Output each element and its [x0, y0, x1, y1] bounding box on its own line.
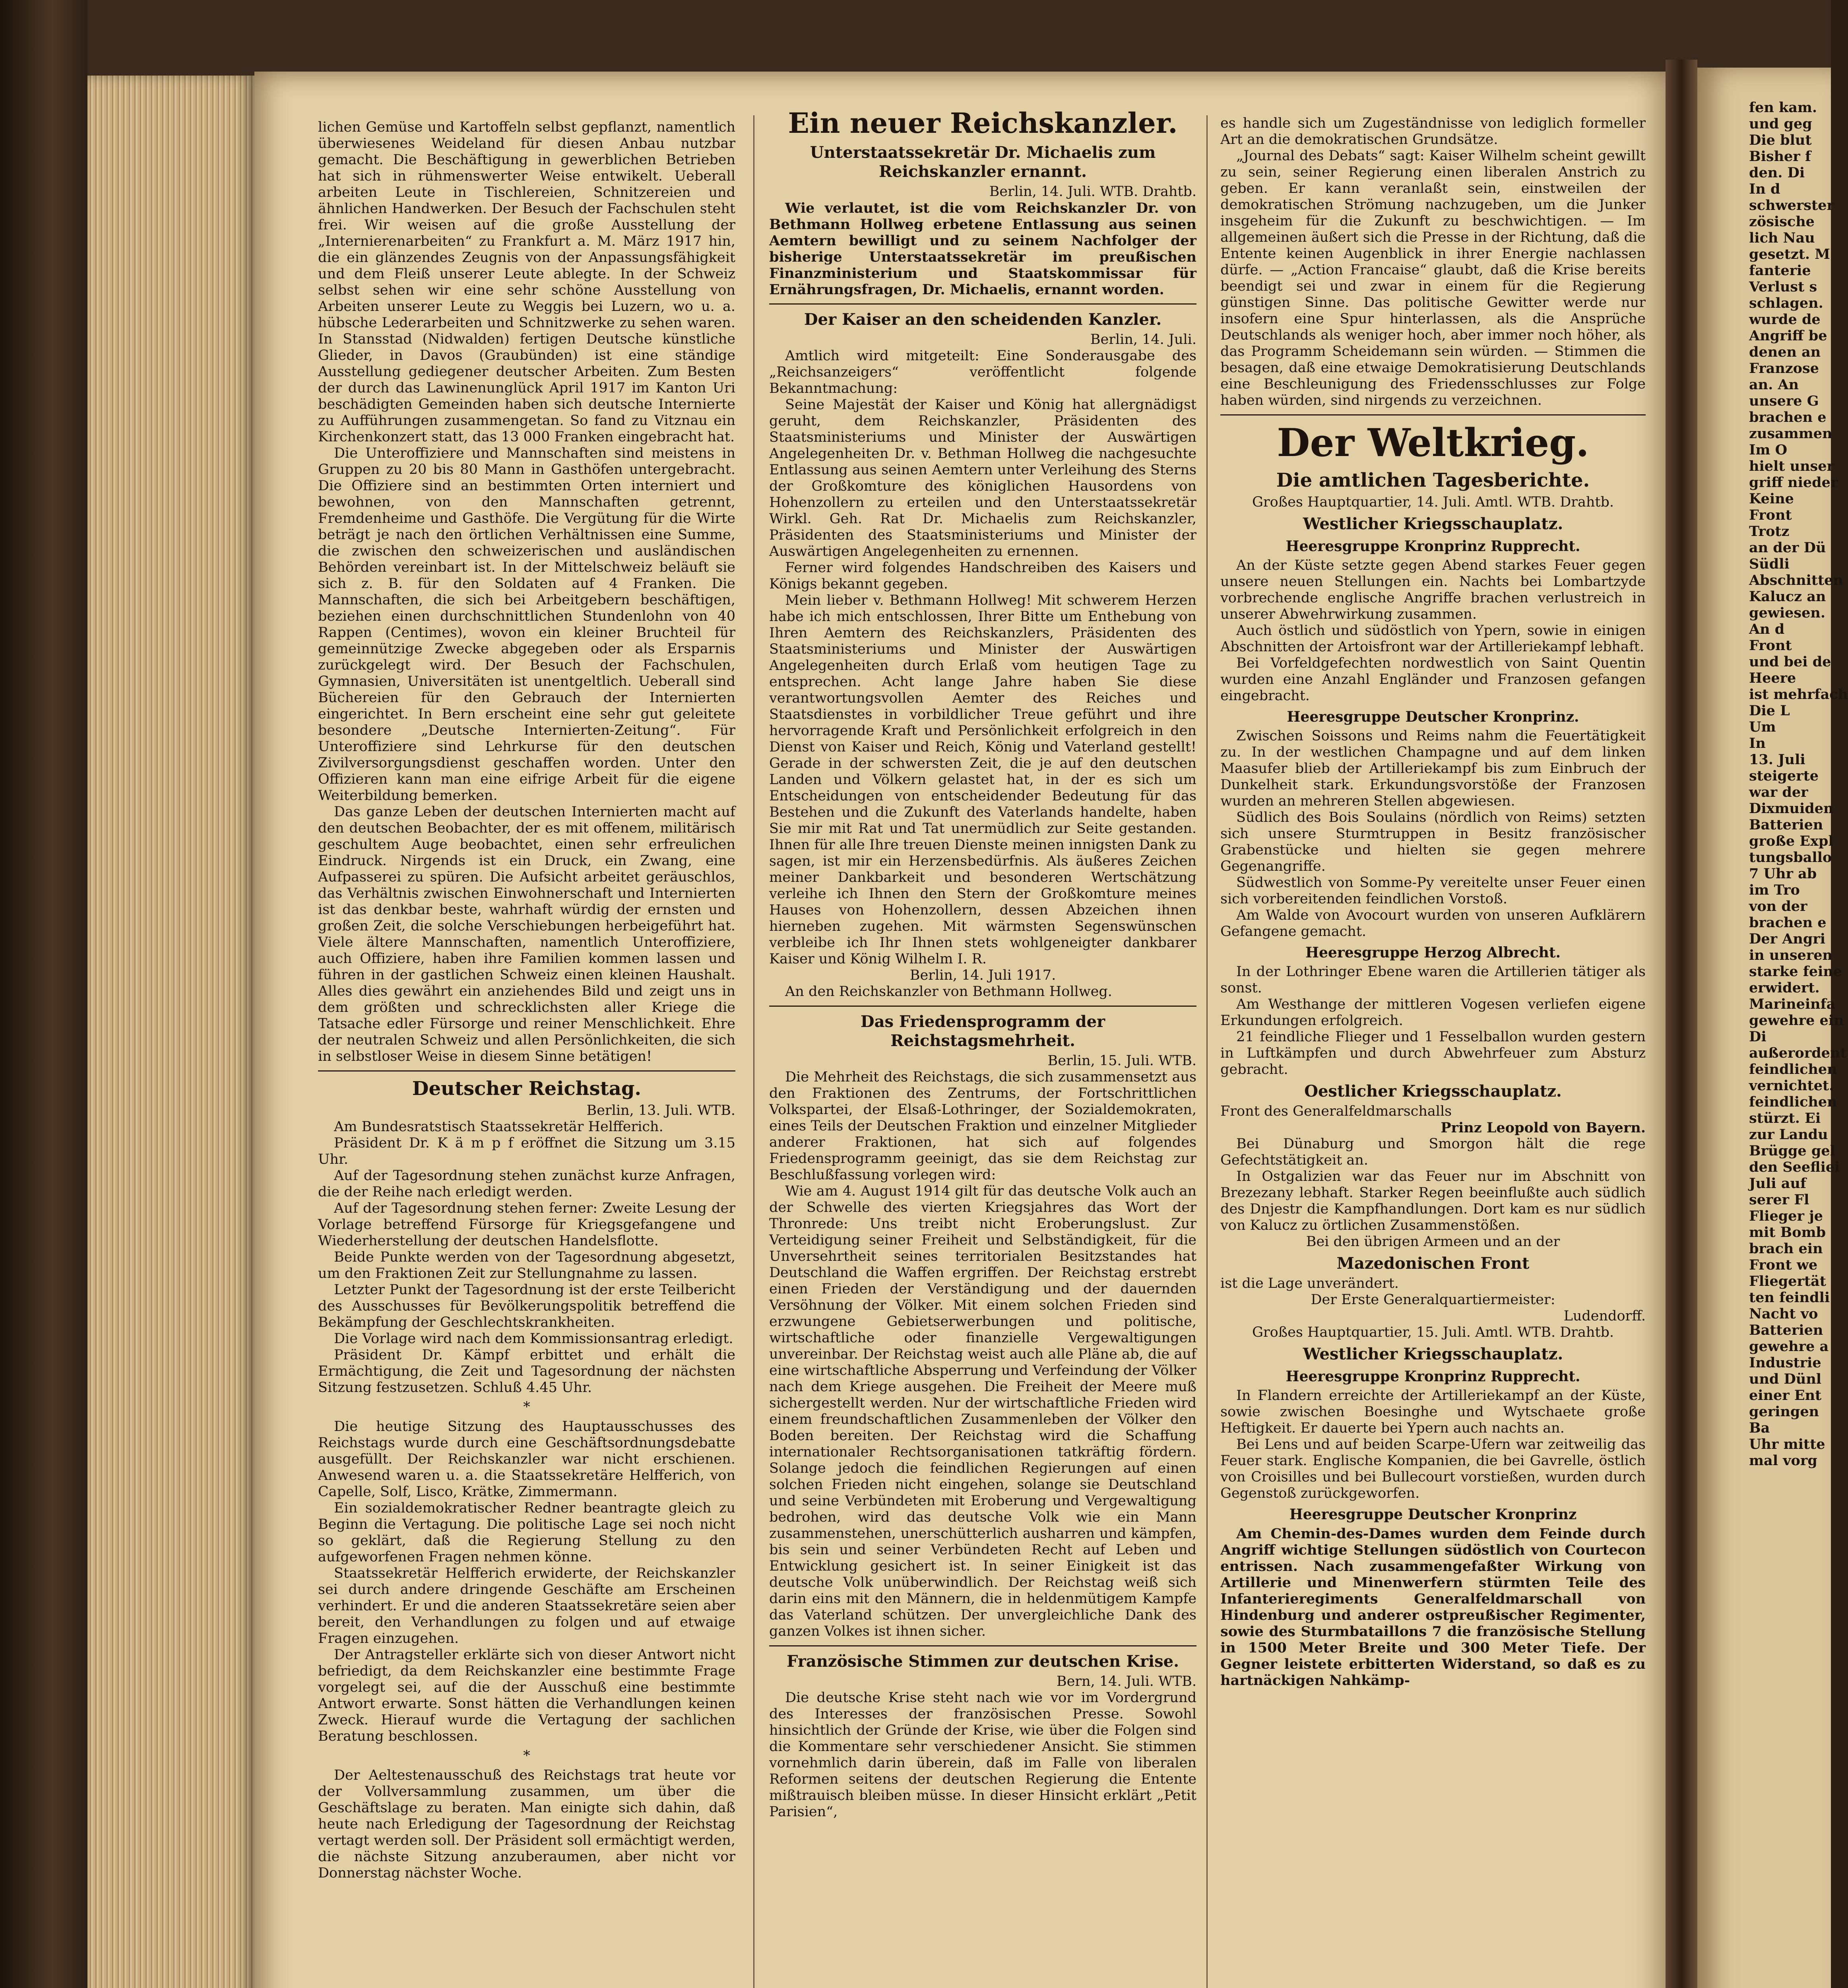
star-separator: * — [523, 1748, 530, 1764]
adjacent-page-line: den Seefliei — [1749, 1159, 1840, 1175]
army-group-heading: Heeresgruppe Kronprinz Rupprecht. — [1286, 1368, 1580, 1385]
peace-program-headline: Das Friedensprogramm der Reichstagsmehrheit. — [860, 1012, 1105, 1050]
adjacent-page-line: In d — [1749, 181, 1780, 197]
adjacent-page-line: Im O — [1749, 442, 1788, 458]
adjacent-page-line: Die blut — [1749, 132, 1812, 148]
reichstag-para: Ein sozialdemokratischer Redner beantragte gleich zu Beginn die Vertagung. Die politische Lage sei noch nicht so geklärt, daß die Regierung Stellung zu den aufgeworfenen Fragen nehmen könne. — [318, 1500, 735, 1565]
reichstag-para: Präsident Dr. K ä m p f eröffnet die Sitzung um 3.15 Uhr. — [318, 1135, 735, 1167]
adjacent-page-line: gewehre ein — [1749, 1012, 1844, 1029]
reichstag-para: Am Bundesratstisch Staatssekretär Helfferich. — [334, 1119, 663, 1135]
adjacent-page-line: Di — [1749, 1029, 1767, 1045]
french-voices-headline: Französische Stimmen zur deutschen Krise. — [787, 1652, 1179, 1671]
section-separator — [1220, 414, 1646, 415]
internees-paragraph-3: Das ganze Leben der deutschen Internierten macht auf den deutschen Beobachter, der es mit offenem, militärisch geschultem Auge beobachtet, einen sehr erfreulichen Eindruck. Nirgends ist ein Druck, ein Zwang, eine Aufpasserei zu spüren. Die Aufsicht arbeitet geräuschlos, das Verhältnis zwischen Einwohnerschaft und Internierten ist das denkbar beste, wahrhaft würdig der ernsten und großen Zeit, die solche Verschiebungen herbeigeführt hat. Viele ältere Mannschaften, namentlich Unteroffiziere, auch Offiziere, haben ihre Familien kommen lassen und führen in der gastlichen Schweiz einen kleinen Haushalt. Alles dies gewährt ein anziehendes Bild und zeigt uns in dem größten und schrecklichsten aller Kriege die Tatsache edler Fürsorge und reiner Menschlichkeit. Ehre der neutralen Schweiz und allen Persönlichkeiten, die sich in selbstloser Weise in diesem Sinne betätigen! — [318, 804, 735, 1064]
adjacent-page-line: Südli — [1749, 556, 1790, 572]
reichstag-para: Letzter Punkt der Tagesordnung ist der erste Teilbericht des Ausschusses für Bevölkerungspolitik betreffend die Bekämpfung der Geschlechtskrankheiten. — [318, 1282, 735, 1330]
adjacent-page-line: schlagen. — [1749, 295, 1823, 311]
adjacent-page-line: ten feindli — [1749, 1289, 1830, 1306]
dateline: Großes Hauptquartier, 15. Juli. Amtl. WTB. Drahtb. — [1252, 1324, 1614, 1340]
reichstag-para: Staatssekretär Helfferich erwiderte, der Reichskanzler sei durch andere dringende Geschäfte am Erscheinen verhindert. Er und die anderen Staatssekretäre seien aber bereit, den Verhandlungen zu folgen und auf etwaige Fragen einzugehen. — [318, 1565, 735, 1646]
column-rule-2 — [1206, 115, 1208, 1988]
army-group-heading: Heeresgruppe Herzog Albrecht. — [1305, 944, 1561, 961]
signature-name: Ludendorff. — [1563, 1308, 1646, 1324]
adjacent-page-line: Um — [1749, 719, 1776, 735]
adjacent-page-line: große Expl — [1749, 833, 1834, 849]
dateline: Berlin, 14. Juli. WTB. Drahtb. — [989, 184, 1196, 200]
adjacent-page-line: Industrie — [1749, 1355, 1821, 1371]
star-separator: * — [523, 1399, 530, 1415]
adjacent-page-line: wurde de — [1749, 311, 1821, 328]
adjacent-page-line: vernichtet. — [1749, 1077, 1834, 1094]
journal-des-debats: „Journal des Debats“ sagt: Kaiser Wilhelm scheint gewillt zu sein, seiner Regierung einen liberalen Anstrich zu geben. Er kann veranlaßt sein, einstweilen der demokratischen Strömung nachzugeben, um die Junker insgeheim für die Zukunft zu beschwichtigen. — Im allgemeinen äußert sich die Presse in der Richtung, daß die Entente keinen Augenblick in ihrer Energie nachlassen dürfe. — „Action Francaise“ glaubt, daß die Krise bereits beendigt sei und zwar in einem für die Regierung günstigen Sinne. Das politische Gewitter werde nur insofern eine Spur hinterlassen, als die Ansprüche Deutschlands als weniger hoch, aber immer noch höher, als das Programm Scheidemann sein würden. — Stimmen die besagen, daß eine etwaige Demokratisierung Deutschlands eine Beschleunigung des Friedensschlusses zur Folge haben würden, sind nirgends zu verzeichnen. — [1220, 148, 1646, 408]
daily-reports-headline: Die amtlichen Tagesberichte. — [1276, 469, 1590, 491]
adjacent-page-line: ist mehrfach — [1749, 686, 1848, 703]
adjacent-page-line: Juli auf — [1749, 1175, 1806, 1192]
army-group-heading: Heeresgruppe Kronprinz Rupprecht. — [1286, 538, 1580, 555]
adjacent-page-line: mal vorg — [1749, 1452, 1817, 1469]
book-gutter — [1666, 60, 1697, 1988]
eastern-front-heading: Oestlicher Kriegsschauplatz. — [1304, 1082, 1562, 1101]
front-commander: Front des Generalfeldmarschalls — [1220, 1103, 1452, 1119]
adjacent-page-line: Heere — [1749, 670, 1796, 686]
adjacent-page-line: Kalucz an — [1749, 588, 1826, 605]
chancellor-lead: Wie verlautet, ist die vom Reichskanzler Dr. von Bethmann Hollweg erbetene Entlassung aus seinen Aemtern bewilligt und zu seinem Nachfolger der bisherige Unterstaatssekretär im preußischen Finanzministerium und Staatskommissar für Ernährungsfragen, Dr. Michaelis, ernannt worden. — [769, 200, 1196, 298]
report-para: Am Walde von Avocourt wurden von unseren Aufklärern Gefangene gemacht. — [1220, 907, 1646, 940]
adjacent-page-line: Angriff be — [1749, 328, 1827, 344]
adjacent-page-line: Trotz — [1749, 523, 1790, 540]
adjacent-page-line: An d — [1749, 621, 1785, 637]
adjacent-page-line: fanterie — [1749, 262, 1811, 279]
reichstag-para: Auf der Tagesordnung stehen zunächst kurze Anfragen, die der Reihe nach erledigt werden. — [318, 1168, 735, 1200]
adjacent-page-line: lich Nau — [1749, 230, 1815, 246]
adjacent-page-line: stürzt. Ei — [1749, 1110, 1821, 1126]
weltkrieg-headline: Der Weltkrieg. — [1277, 420, 1589, 465]
adjacent-page-line: außerordent — [1749, 1045, 1847, 1061]
reichstag-dateline: Berlin, 13. Juli. WTB. — [586, 1103, 735, 1118]
report-para: ist die Lage unverändert. — [1220, 1276, 1399, 1291]
adjacent-page-line: unsere G — [1749, 393, 1819, 409]
report-para: In Flandern erreichte der Artilleriekampf an der Küste, sowie zwischen Boesinghe und Wytschaete große Heftigkeit. Er dauerte bei Ypern auch nachts an. — [1220, 1388, 1646, 1436]
report-para: An der Küste setzte gegen Abend starkes Feuer gegen unsere neuen Stellungen ein. Nachts bei Lombartzyde vorbrechende englische Angriffe brachen verlustreich in unserer Abwehrwirkung zusammen. — [1220, 557, 1646, 622]
adjacent-page-line: mit Bomb — [1749, 1224, 1826, 1241]
adjacent-page-line: tungsballo — [1749, 849, 1832, 866]
letter-date: Berlin, 14. Juli 1917. — [909, 967, 1056, 983]
adjacent-page-line: Fliegertät — [1749, 1273, 1826, 1289]
dateline: Bern, 14. Juli. WTB. — [1056, 1673, 1196, 1689]
report-para: Bei Vorfeldgefechten nordwestlich von Saint Quentin wurden eine Anzahl Engländer und Franzosen gefangen eingebracht. — [1220, 655, 1646, 704]
adjacent-page-line: zusammen — [1749, 425, 1832, 442]
adjacent-page-line: Marineinfa — [1749, 996, 1836, 1012]
internees-intro: lichen Gemüse und Kartoffeln selbst gepflanzt, namentlich überwiesenes Weideland für diesen Anbau nutzbar gemacht. Die Beschäftigung in gewerblichen Betrieben hat sich in rühmenswerter Weise entwikelt. Ueberall arbeiten Leute in Tischlereien, Schnitzereien und ähnlichen Handwerken. Der Besuch der Fachschulen steht frei. Wir weisen auf die große Ausstellung der „Internierenarbeiten“ zu Frankfurt a. M. März 1917 hin, die ein glänzendes Zeugnis von der Anpassungsfähigkeit und dem Fleiß unserer Leute ablegte. In der Schweiz selbst sehen wir eine sehr schöne Ausstellung von Arbeiten unserer Leute zu Weggis bei Luzern, wo u. a. hübsche Lederarbeiten und Schnitzwerke zu sehen waren. In Stansstad (Nidwalden) fertigen Deutsche künstliche Glieder, in Davos (Graubünden) ist eine ständige Ausstellung gediegener deutscher Arbeiten. Zum Besten der durch das Lawinenunglück April 1917 im Kanton Uri beschädigten Gemeinden haben sich deutsche Internierte zu Aufführungen zusammengetan. So fand zu Vitznau ein Kirchenkonzert statt, das 13 000 Franken eingebracht hat. — [318, 119, 735, 445]
adjacent-page-line: griff nieder — [1749, 474, 1838, 491]
adjacent-page-line: Ba — [1749, 1420, 1770, 1436]
adjacent-page-line: gewiesen. — [1749, 605, 1826, 621]
adjacent-page-line: Dixmuiden — [1749, 800, 1834, 817]
column-2 — [769, 103, 1196, 1820]
adjacent-page-line: Front we — [1749, 1257, 1818, 1273]
adjacent-page-line: im Tro — [1749, 882, 1800, 898]
reichstag-para: Der Antragsteller erklärte sich von dieser Antwort nicht befriedigt, da dem Reichskanzler eine bestimmte Frage vorgelegt sei, auf die der Ausschuß eine bestimmte Antwort erwarte. Sonst hätten die Verhandlungen keinen Zweck. Hierauf wurde die Vertagung der sachlichen Beratung beschlossen. — [318, 1647, 735, 1744]
kaiser-para: Amtlich wird mitgeteilt: Eine Sonderausgabe des „Reichsanzeigers“ veröffentlicht folgende Bekanntmachung: — [769, 348, 1196, 396]
adjacent-page-line: Die L — [1749, 703, 1790, 719]
letter-address: An den Reichskanzler von Bethmann Hollweg. — [785, 984, 1112, 1000]
adjacent-page-line: serer Fl — [1749, 1192, 1809, 1208]
adjacent-page-column — [1749, 99, 1848, 1469]
adjacent-page-line: an der Dü — [1749, 540, 1826, 556]
western-front-heading: Westlicher Kriegsschauplatz. — [1303, 1345, 1563, 1363]
adjacent-page-line: gesetzt. M — [1749, 246, 1831, 262]
kaiser-para: Seine Majestät der Kaiser und König hat allergnädigst geruht, dem Reichskanzler, Präsidenten des Staatsministeriums und Minister der Auswärtigen Angelegenheiten Dr. v. Bethman Hollweg die nachgesuchte Entlassung aus seinen Aemtern unter Verleihung des Sterns der Großkomture des königlichen Hausordens von Hohenzollern zu erteilen und den Unterstaatssekretär Wirkl. Geh. Rat Dr. Michaelis zum Reichskanzler, Präsidenten des Staatsministeriums und Minister der Auswärtigen Angelegenheiten zu ernennen. — [769, 397, 1196, 559]
internees-paragraph-2: Die Unteroffiziere und Mannschaften sind meistens in Gruppen zu 20 bis 80 Mann in Gasthöfen untergebracht. Die Offiziere sind an bestimmten Orten interniert und bewohnen, von den Mannschaften getrennt, Fremdenheime und Gasthöfe. Die Vergütung für die Wirte beträgt je nach den örtlichen Verhältnissen eine Summe, die zwischen den schweizerischen und ausländischen Behörden vereinbart ist. In der Mittelschweiz beläuft sie sich z. B. für den Soldaten auf 4 Franken. Die Mannschaften, die sich bei Arbeitgebern beschäftigen, beziehen einen durchschnittlichen Stundenlohn von 40 Rappen (Centimes), wovon ein kleiner Bruchteil für gemeinnützige Zwecke abgegeben oder als Ersparnis zurückgelegt wird. Der Besuch der Fachschulen, Gymnasien, Universitäten ist unentgeltlich. Ueberall sind Büchereien für den Gebrauch der Internierten eingerichtet. In Bern erscheint eine sehr gut geleitete besondere „Deutsche Internierten-Zeitung“. Für Unteroffiziere sind Lehrkurse für den deutschen Zivilversorgungsdienst geschaffen worden. Unter den Offizieren kann man eine eifrige Arbeit für die eigene Weiterbildung bemerken. — [318, 445, 735, 804]
book-spine — [0, 0, 87, 1988]
adjacent-page-line: den. Di — [1749, 165, 1805, 181]
report-para: Am Chemin-des-Dames wurden dem Feinde durch Angriff wichtige Stellungen südöstlich von Courtecon entrissen. Nach zusammengefaßter Wirkung von Artillerie und Minenwerfern stürmten Teile des Infanterieregiments Generalfeldmarschall von Hindenburg und anderer ostpreußischer Regimenter, sowie des Sturmbataillons 7 die französische Stellung in 1500 Meter Breite und 300 Meter Tiefe. Der Gegner leistete erbitterten Widerstand, so daß es zu hartnäckigen Nahkämp- — [1220, 1526, 1646, 1689]
report-para: 21 feindliche Flieger und 1 Fesselballon wurden gestern in Luftkämpfen und durch Abwehrfeuer zum Absturz gebracht. — [1220, 1029, 1646, 1077]
reichstag-heading: Deutscher Reichstag. — [412, 1077, 642, 1100]
french-voices-continued: es handle sich um Zugeständnisse von lediglich formeller Art an die demokratischen Grundsätze. — [1220, 115, 1646, 148]
column-rule-1 — [753, 115, 754, 1988]
adjacent-page-line: Flieger je — [1749, 1208, 1823, 1224]
chancellor-subheadline: Unterstaatssekretär Dr. Michaelis zum Reichskanzler ernannt. — [810, 143, 1156, 181]
column-1 — [318, 119, 735, 1881]
adjacent-page-line: einer Ent — [1749, 1387, 1822, 1404]
adjacent-page-line: Batterien — [1749, 817, 1823, 833]
adjacent-page-line: hielt unser — [1749, 458, 1834, 474]
adjacent-page-line: steigerte — [1749, 768, 1819, 784]
adjacent-page-line: in unseren — [1749, 947, 1832, 963]
adjacent-page-line: brachen e — [1749, 409, 1827, 425]
adjacent-page-line: Keine — [1749, 491, 1794, 507]
reichstag-para: Beide Punkte werden von der Tagesordnung abgesetzt, um den Fraktionen Zeit zur Stellungnahme zu lassen. — [318, 1249, 735, 1281]
adjacent-page-line: 13. Juli — [1749, 751, 1805, 768]
kaiser-para: Ferner wird folgendes Handschreiben des Kaisers und Königs bekannt gegeben. — [769, 560, 1196, 592]
page-edges — [87, 76, 254, 1988]
kaiser-headline: Der Kaiser an den scheidenden Kanzler. — [804, 310, 1162, 329]
adjacent-page-line: feindlichen — [1749, 1094, 1837, 1110]
adjacent-page-line: war der — [1749, 784, 1808, 800]
kaiser-letter: Mein lieber v. Bethmann Hollweg! Mit schwerem Herzen habe ich mich entschlossen, Ihrer Bitte um Enthebung von Ihren Aemtern des Reichskanzlers, Präsidenten des Staatsministeriums und Minister der Auswärtigen Angelegenheiten durch Erlaß vom heutigen Tage zu entsprechen. Acht lange Jahre haben Sie diese verantwortungsvollen Aemter des Reiches und Staatsdienstes in vorbildlicher Treue geführt und ihre hervorragende Kraft und Persönlichkeit erfolgreich in den Dienst von Kaiser und Reich, König und Vaterland gestellt! Gerade in der schwersten Zeit, die je auf den deutschen Landen und Völkern gelastet hat, in der es sich um Entscheidungen von entscheidender Bedeutung für das Bestehen und die Zukunft des Vaterlands handelte, haben Sie mir mit Rat und Tat unermüdlich zur Seite gestanden. Ihnen für alle Ihre treuen Dienste meinen innigsten Dank zu sagen, ist mir ein Herzensbedürfnis. Als äußeres Zeichen meiner Dankbarkeit und besonderen Wertschätzung verleihe ich Ihnen den Stern der Großkomture meines Hauses von Hohenzollern, dessen Abzeichen ihnen hierneben zugehen. Mit wärmsten Segenswünschen verbleibe ich Ihr Ihnen stets wohlgeneigter dankbarer Kaiser und König Wilhelm I. R. — [769, 592, 1196, 967]
front-commander-name: Prinz Leopold von Bayern. — [1441, 1120, 1646, 1136]
adjacent-page-line: Uhr mitte — [1749, 1436, 1825, 1452]
section-separator — [769, 1006, 1196, 1007]
adjacent-page-line: zur Landu — [1749, 1126, 1828, 1143]
dateline: Großes Hauptquartier, 14. Juli. Amtl. WTB. Drahtb. — [1252, 494, 1614, 510]
signature-title: Der Erste Generalquartiermeister: — [1311, 1292, 1555, 1308]
dateline: Berlin, 14. Juli. — [1090, 332, 1196, 348]
adjacent-page-line: Front — [1749, 507, 1792, 523]
report-para: Zwischen Soissons und Reims nahm die Feuertätigkeit zu. In der westlichen Champagne und auf dem linken Maasufer blieb der Artilleriekampf bis zum Einbruch der Dunkelheit stark. Erkundungsvorstöße der Franzosen wurden an mehreren Stellen abgewiesen. — [1220, 728, 1646, 809]
adjacent-page-line: Der Angri — [1749, 931, 1826, 947]
adjacent-page-line: In — [1749, 735, 1766, 751]
adjacent-page-line: und Dünl — [1749, 1371, 1822, 1387]
report-para: Bei Lens und auf beiden Scarpe-Ufern war zeitweilig das Feuer stark. Englische Kompanien, die bei Gavrelle, östlich von Croisilles und bei Bullecourt vorstießen, wurden durch Gegenstoß zurückgeworfen. — [1220, 1437, 1646, 1501]
adjacent-page-line: zösische — [1749, 214, 1815, 230]
reichstag-para: Der Aeltestenausschuß des Reichstags trat heute vor der Vollversammlung zusammen, um über die Geschäftslage zu beraten. Man einigte sich dahin, daß heute nach Erledigung der Tagesordnung der Reichstag vertagt werden soll. Der Präsident soll ermächtigt werden, die nächste Sitzung anzuberaumen, aber nicht vor Donnerstag nächster Woche. — [318, 1767, 735, 1881]
report-para: Südwestlich von Somme-Py vereitelte unser Feuer einen sich vorbereitenden feindlichen Vorstoß. — [1220, 875, 1646, 907]
adjacent-page-line: fen kam. — [1749, 99, 1817, 116]
reichstag-para: Die Vorlage wird nach dem Kommissionsantrag erledigt. — [334, 1331, 733, 1347]
report-para: Bei Dünaburg und Smorgon hält die rege Gefechtstätigkeit an. — [1220, 1136, 1646, 1168]
western-front-heading: Westlicher Kriegsschauplatz. — [1303, 514, 1563, 533]
macedonian-front-heading: Mazedonischen Front — [1336, 1254, 1530, 1273]
adjacent-page-line: geringen — [1749, 1404, 1819, 1420]
column-3 — [1220, 115, 1646, 1689]
adjacent-page-line: gewehre a — [1749, 1338, 1829, 1355]
adjacent-page-line: von der — [1749, 898, 1807, 914]
report-para: Am Westhange der mittleren Vogesen verliefen eigene Erkundungen erfolgreich. — [1220, 996, 1646, 1029]
adjacent-page-line: brach ein — [1749, 1241, 1823, 1257]
adjacent-page-line: denen an — [1749, 344, 1821, 360]
adjacent-page-line: schwerster — [1749, 197, 1834, 214]
adjacent-page-line: Verlust s — [1749, 279, 1817, 295]
adjacent-page-line: Bisher f — [1749, 148, 1811, 165]
section-separator — [318, 1070, 735, 1072]
adjacent-page-line: und geg — [1749, 116, 1812, 132]
report-para: In Ostgalizien war das Feuer nur im Abschnitt von Brezezany lebhaft. Starker Regen beeinflußte auch südlich des Dnjestr die Kampfhandlungen. Dort kam es nur südlich von Kalucz zu örtlichen Zusammenstößen. — [1220, 1169, 1646, 1233]
section-separator — [769, 303, 1196, 305]
reichstag-para: Präsident Dr. Kämpf erbittet und erhält die Ermächtigung, die Zeit und Tagesordnung der nächsten Sitzung festzusetzen. Schluß 4.45 Uhr. — [318, 1347, 735, 1396]
peace-para: Die Mehrheit des Reichstags, die sich zusammensetzt aus den Fraktionen des Zentrums, der Fortschrittlichen Volkspartei, der Elsaß-Lothringer, der Sozialdemokraten, eines Teils der Deutschen Fraktion und einzelner Mitglieder anderer Fraktionen, hat sich auf folgendes Friedensprogramm geeinigt, das sie dem Reichstag zur Beschlußfassung vorlegen wird: — [769, 1069, 1196, 1183]
army-group-heading: Heeresgruppe Deutscher Kronprinz. — [1287, 709, 1579, 725]
adjacent-page-line: und bei de — [1749, 654, 1831, 670]
report-para: In der Lothringer Ebene waren die Artillerien tätiger als sonst. — [1220, 964, 1646, 996]
adjacent-page-line: starke feine — [1749, 963, 1842, 980]
adjacent-page-line: brachen e — [1749, 914, 1827, 931]
reichstag-para: Auf der Tagesordnung stehen ferner: Zweite Lesung der Vorlage betreffend Fürsorge für Kriegsgefangene und Wiederherstellung der deutschen Handelsflotte. — [318, 1200, 735, 1249]
adjacent-page-line: erwidert. — [1749, 980, 1820, 996]
peace-para: Wie am 4. August 1914 gilt für das deutsche Volk auch an der Schwelle des vierten Kriegsjahres das Wort der Thronrede: Uns treibt nicht Eroberungslust. Zur Verteidigung seiner Freiheit und Selbständigkeit, für die Unversehrtheit seines territorialen Besitzstandes hat Deutschland die Waffen ergriffen. Der Reichstag erstrebt einen Frieden der Verständigung und der dauernden Versöhnung der Völker. Mit einem solchen Frieden sind erzwungene Gebietserwerbungen und politische, wirtschaftliche oder finanzielle Vergewaltigungen unvereinbar. Der Reichstag weist auch alle Pläne ab, die auf eine wirtschaftliche Absperrung und Verfeindung der Völker nach dem Kriege ausgehen. Die Freiheit der Meere muß sichergestellt werden. Nur der wirtschaftliche Frieden wird einem freundschaftlichen Zusammenleben der Völker den Boden bereiten. Der Reichstag wird die Schaffung internationaler Rechtsorganisationen tatkräftig fördern. Solange jedoch die feindlichen Regierungen auf einen solchen Frieden nicht eingehen, solange sie Deutschland und seine Verbündeten mit Eroberung und Vergewaltigung bedrohen, wird das deutsche Volk wie ein Mann zusammenstehen, unerschütterlich ausharren und kämpfen, bis sein und seiner Verbündeten Recht auf Leben und Entwicklung gesichert ist. In seiner Einigkeit ist das deutsche Volk unüberwindlich. Der Reichstag weiß sich darin eins mit den Männern, die in heldenmütigem Kampfe das Vaterland schützen. Der unvergleichliche Dank des ganzen Volkes ist ihnen sicher. — [769, 1183, 1196, 1639]
report-para: Auch östlich und südöstlich von Ypern, sowie in einigen Abschnitten der Artoisfront war der Artilleriekampf lebhaft. — [1220, 623, 1646, 655]
adjacent-page-line: Batterien — [1749, 1322, 1823, 1338]
reichstag-para: Die heutige Sitzung des Hauptausschusses des Reichstags wurde durch eine Geschäftsordnungsdebatte ausgefüllt. Der Reichskanzler war nicht erschienen. Anwesend waren u. a. die Staatssekretäre Helfferich, von Capelle, Solf, Lisco, Krätke, Zimmermann. — [318, 1419, 735, 1500]
adjacent-page-line: Front — [1749, 637, 1792, 654]
report-para: Bei den übrigen Armeen und an der — [1306, 1234, 1560, 1250]
adjacent-page-line: Brügge gel — [1749, 1143, 1835, 1159]
chancellor-headline: Ein neuer Reichskanzler. — [788, 107, 1178, 140]
adjacent-page-line: an. An — [1749, 377, 1799, 393]
army-group-heading: Heeresgruppe Deutscher Kronprinz — [1289, 1506, 1577, 1523]
adjacent-page-line: Abschnitten — [1749, 572, 1843, 588]
adjacent-page-line: Nacht vo — [1749, 1306, 1818, 1322]
report-para: Südlich des Bois Soulains (nördlich von Reims) setzten sich unsere Sturmtruppen in Besitz französischer Grabenstücke und hielten sie gegen mehrere Gegenangriffe. — [1220, 810, 1646, 874]
adjacent-page-line: feindlichen — [1749, 1061, 1837, 1077]
dateline: Berlin, 15. Juli. WTB. — [1047, 1053, 1196, 1069]
adjacent-page-line: Franzose — [1749, 360, 1819, 377]
adjacent-page-line: 7 Uhr ab — [1749, 866, 1817, 882]
french-voices-para: Die deutsche Krise steht nach wie vor im Vordergrund des Interesses der französischen Presse. Sowohl hinsichtlich der Gründe der Krise, wie über die Folgen sind die Kommentare sehr verschiedener Ansicht. Sie stimmen vornehmlich darin überein, daß im Falle von liberalen Reformen seitens der deutschen Regierung die Entente mißtrauisch bleiben müsse. In dieser Hinsicht erklärt „Petit Parisien“, — [769, 1690, 1196, 1820]
section-separator — [769, 1645, 1196, 1646]
